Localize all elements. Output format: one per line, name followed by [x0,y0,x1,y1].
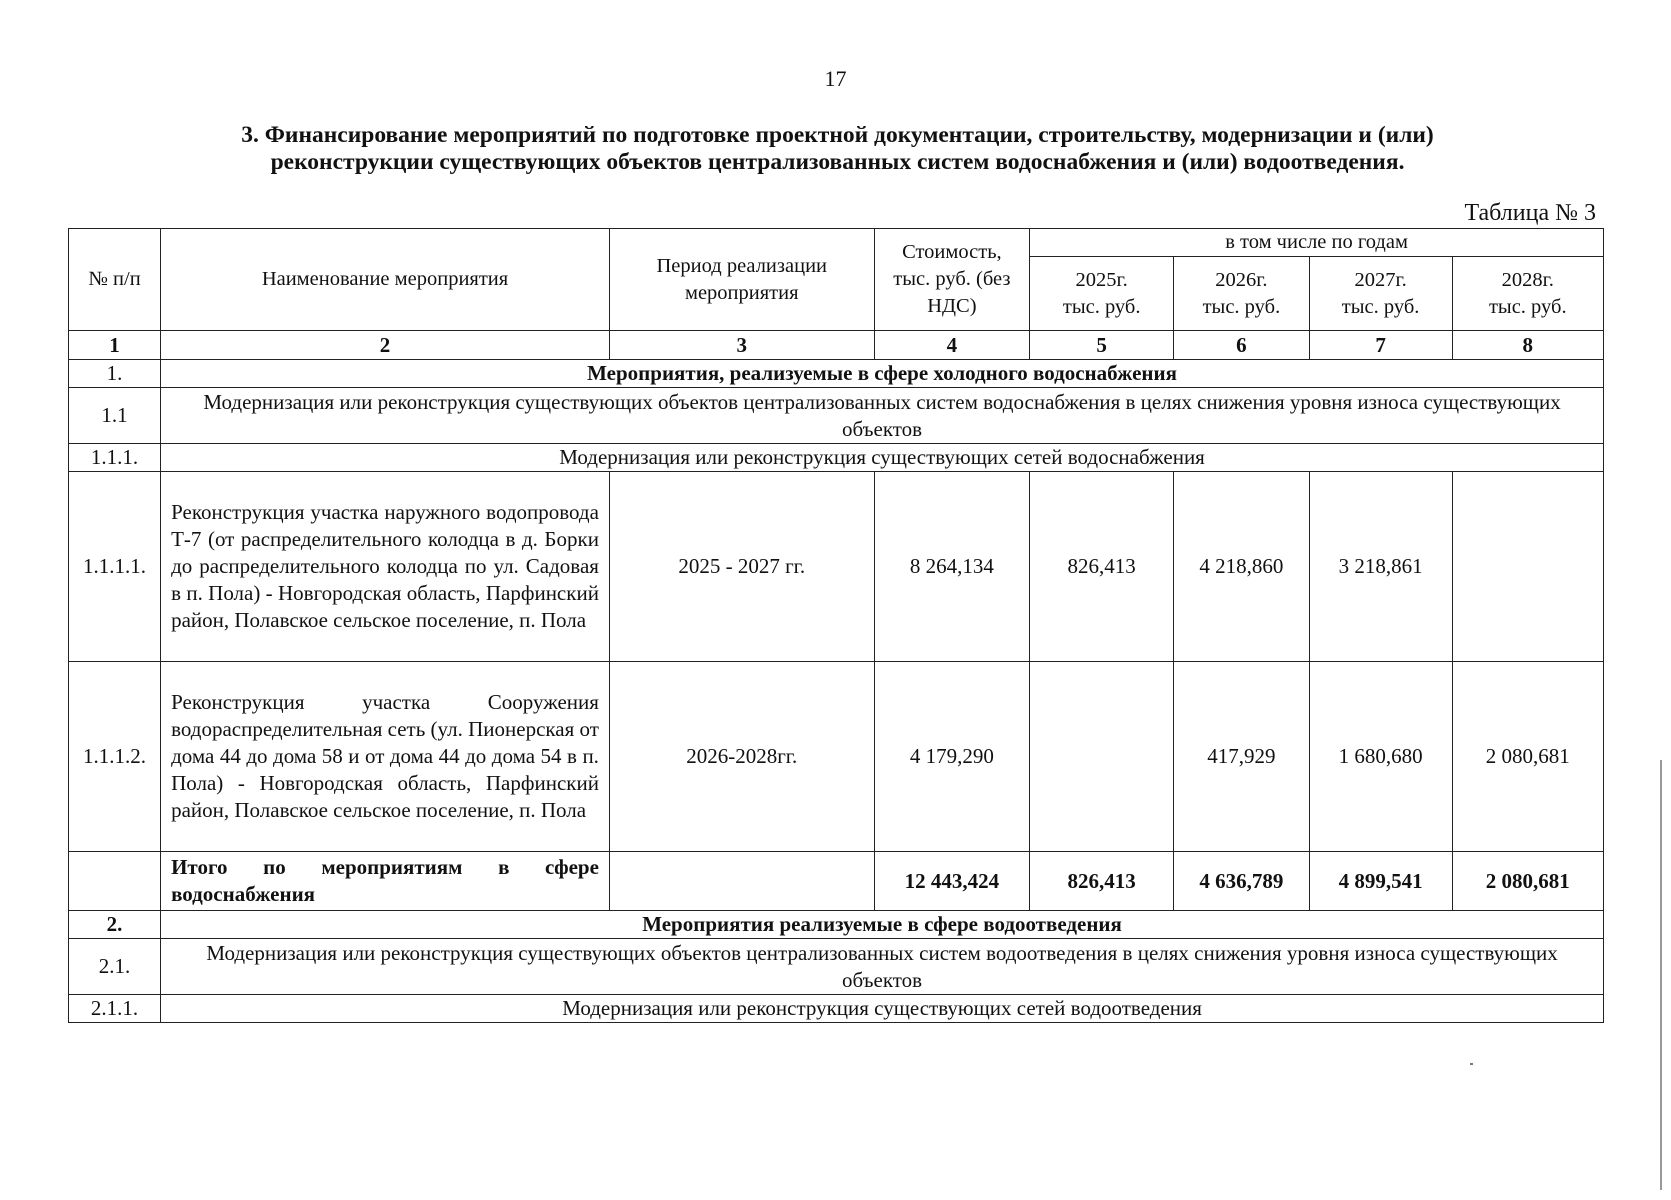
row-2028 [1452,472,1603,662]
row-2027: 1 680,680 [1309,662,1452,852]
total-2027: 4 899,541 [1309,852,1452,911]
row-2026: 417,929 [1174,662,1310,852]
header-row-1 [69,229,1604,257]
year-unit: тыс. руб. [1202,295,1281,318]
header-num: № п/п [69,229,161,331]
column-number: 8 [1452,331,1603,360]
header-period: Период реализации мероприятия [609,229,874,331]
header-year-2028 [1452,257,1603,331]
column-number: 5 [1030,331,1174,360]
row-num: 1.1.1.1. [69,472,161,662]
year-label: 2028г. [1501,268,1554,291]
row-2026: 4 218,860 [1174,472,1310,662]
year-unit: тыс. руб. [1062,295,1141,318]
total-label: Итого по мероприятиям в сфере водоснабжения [161,852,610,911]
scan-edge-line [1660,760,1662,1190]
subsection-row [69,995,1604,1023]
section-row [69,911,1604,939]
total-2026: 4 636,789 [1174,852,1310,911]
header-name: Наименование мероприятия [161,229,610,331]
subsection-num: 1.1.1. [69,444,161,472]
table-caption: Таблица № 3 [1464,200,1596,226]
heading-line-2: реконструкции существующих объектов централизованных систем водоснабжения и (или) водоотведения. [270,149,1405,175]
header-year-2026 [1174,257,1310,331]
year-unit: тыс. руб. [1488,295,1567,318]
total-row [69,852,1604,911]
column-numbers-row [69,331,1604,360]
row-cost: 8 264,134 [874,472,1030,662]
total-period [609,852,874,911]
subsection-title: Модернизация или реконструкция существующих сетей водоотведения [161,995,1604,1023]
section-num: 2. [69,911,161,939]
column-number: 3 [609,331,874,360]
subsection-num: 1.1 [69,388,161,444]
subsection-row [69,388,1604,444]
row-name: Реконструкция участка наружного водопровода Т-7 (от распределительного колодца в д. Борки до распределительного колодца по ул. Садовая в п. Пола) - Новгородская область, Парфинский район, Полавское сельское поселение, п. Пола [161,472,610,662]
table-row [69,472,1604,662]
section-num: 1. [69,360,161,388]
header-cost: Стоимость, тыс. руб. (без НДС) [874,229,1030,331]
total-num [69,852,161,911]
subsection-title: Модернизация или реконструкция существующих объектов централизованных систем водоснабжения в целях снижения уровня износа существующих объектов [161,388,1604,444]
row-period: 2025 - 2027 гг. [609,472,874,662]
table-row [69,662,1604,852]
row-2027: 3 218,861 [1309,472,1452,662]
row-2028: 2 080,681 [1452,662,1603,852]
subsection-row [69,444,1604,472]
subsection-row [69,939,1604,995]
total-2028: 2 080,681 [1452,852,1603,911]
total-cost: 12 443,424 [874,852,1030,911]
subsection-title: Модернизация или реконструкция существующих объектов централизованных систем водоотведения в целях снижения уровня износа существующих объектов [161,939,1604,995]
subsection-title: Модернизация или реконструкция существующих сетей водоснабжения [161,444,1604,472]
total-2025: 826,413 [1030,852,1174,911]
header-year-2027 [1309,257,1452,331]
row-2025 [1030,662,1174,852]
header-year-2025 [1030,257,1174,331]
section-title: Мероприятия, реализуемые в сфере холодного водоснабжения [161,360,1604,388]
column-number: 4 [874,331,1030,360]
subsection-num: 2.1. [69,939,161,995]
year-unit: тыс. руб. [1341,295,1420,318]
header-by-years: в том числе по годам [1030,229,1604,257]
year-label: 2027г. [1354,268,1407,291]
row-num: 1.1.1.2. [69,662,161,852]
year-label: 2026г. [1215,268,1268,291]
section-heading [60,122,1615,176]
column-number: 1 [69,331,161,360]
row-name: Реконструкция участка Сооружения водораспределительная сеть (ул. Пионерская от дома 44 до дома 58 и от дома 44 до дома 54 в п. Пола) - Новгородская область, Парфинский район, Полавское сельское поселение, п. Пола [161,662,610,852]
page-number: 17 [824,66,847,91]
heading-line-1: 3. Финансирование мероприятий по подготовке проектной документации, строительству, модернизации и (или) [241,122,1434,148]
section-title: Мероприятия реализуемые в сфере водоотведения [161,911,1604,939]
scan-speck [1470,1063,1473,1065]
section-row [69,360,1604,388]
financing-table [68,228,1604,1023]
subsection-num: 2.1.1. [69,995,161,1023]
column-number: 2 [161,331,610,360]
column-number: 6 [1174,331,1310,360]
column-number: 7 [1309,331,1452,360]
row-2025: 826,413 [1030,472,1174,662]
year-label: 2025г. [1075,268,1128,291]
row-period: 2026-2028гг. [609,662,874,852]
row-cost: 4 179,290 [874,662,1030,852]
